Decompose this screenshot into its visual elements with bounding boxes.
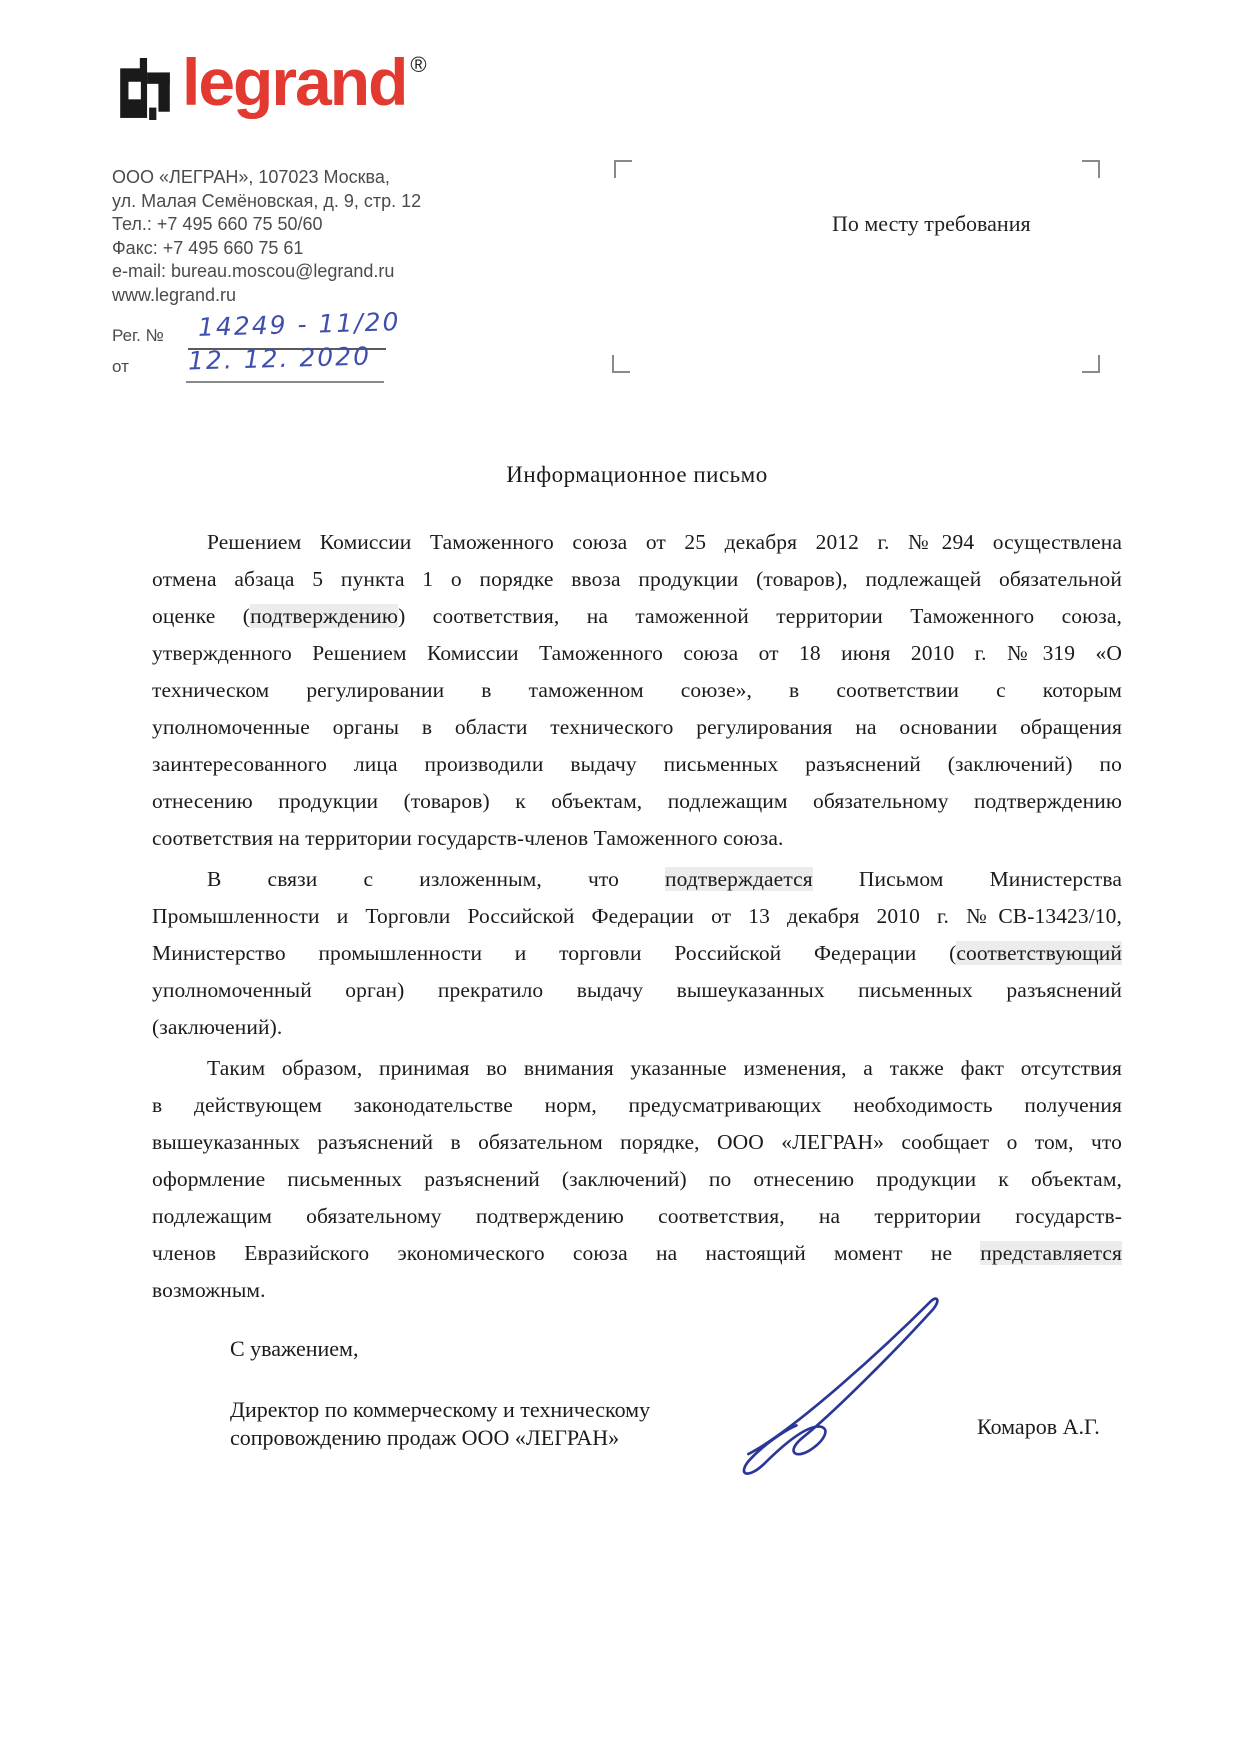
corner-mark-top-right-icon: [1082, 160, 1100, 178]
paragraph-line: оценке (подтверждению) соответствия, на таможенной территории Таможенного союза,: [152, 604, 1122, 628]
date-underline: [186, 381, 384, 383]
reg-number-label: Рег. №: [112, 326, 164, 345]
address-line: Тел.: +7 495 660 75 50/60: [112, 214, 323, 234]
address-line: ул. Малая Семёновская, д. 9, стр. 12: [112, 190, 422, 211]
corner-mark-bottom-left-icon: [612, 355, 630, 373]
paragraph-line: отмена абзаца 5 пункта 1 о порядке ввоза продукции (товаров), подлежащей обязательной: [152, 567, 1122, 591]
paragraph-line: оформление письменных разъяснений (заключений) по отнесению продукции к объектам,: [152, 1167, 1122, 1191]
paragraph-line: соответствия на территории государств-членов Таможенного союза.: [152, 826, 784, 850]
paragraph-line: утвержденного Решением Комиссии Таможенного союза от 18 июня 2010 г. №319 «О: [152, 641, 1122, 665]
paragraph-line: вышеуказанных разъяснений в обязательном порядке, ООО «ЛЕГРАН» сообщает о том, что: [152, 1130, 1122, 1154]
paragraph-line: отнесению продукции (товаров) к объектам, подлежащим обязательному подтверждению: [152, 789, 1122, 813]
paragraph-line: в действующем законодательстве норм, предусматривающих необходимость получения: [152, 1093, 1122, 1117]
letter-title: Информационное письмо: [506, 462, 768, 487]
legrand-wordmark: legrand: [182, 45, 407, 119]
reg-number-handwritten: 14249 - 11/20: [197, 307, 401, 342]
corner-mark-bottom-right-icon: [1082, 355, 1100, 373]
paragraph-line: Таким образом, принимая во внимания указанные изменения, а также факт отсутствия: [207, 1056, 1122, 1080]
signer-position-line2: сопровождению продаж ООО «ЛЕГРАН»: [230, 1425, 620, 1450]
signer-position-line1: Директор по коммерческому и техническому: [230, 1397, 651, 1422]
letter-body: [152, 524, 1122, 1309]
recipient-line: По месту требования: [832, 211, 1031, 236]
paragraph-line: Решением Комиссии Таможенного союза от 25 декабря 2012 г. №294 осуществлена: [207, 530, 1122, 554]
paragraph-line: возможным.: [152, 1278, 266, 1302]
paragraph-line: Промышленности и Торговли Российской Федерации от 13 декабря 2010 г. №СВ-13423/10,: [152, 904, 1122, 928]
legrand-logo-icon: [118, 58, 172, 120]
legrand-logo: [118, 45, 427, 120]
address-line: e-mail: bureau.moscou@legrand.ru: [112, 261, 395, 281]
paragraph: [152, 524, 1122, 857]
paragraph-line: членов Евразийского экономического союза на настоящий момент не представляется: [152, 1241, 1122, 1265]
signer-position: [230, 1396, 650, 1452]
date-from-label: от: [112, 357, 129, 376]
address-line: www.legrand.ru: [112, 284, 237, 305]
paragraph-line: подлежащим обязательному подтверждению соответствия, на территории государств-: [152, 1204, 1122, 1228]
paragraph-line: Министерство промышленности и торговли Российской Федерации (соответствующий: [152, 941, 1122, 965]
paragraph-line: уполномоченный орган) прекратило выдачу вышеуказанных письменных разъяснений: [152, 978, 1122, 1002]
paragraph-line: заинтересованного лица производили выдачу письменных разъяснений (заключений) по: [152, 752, 1122, 776]
address-line: Факс: +7 495 660 75 61: [112, 237, 304, 258]
paragraph-line: уполномоченные органы в области технического регулирования на основании обращения: [152, 715, 1122, 739]
paragraph: [152, 861, 1122, 1046]
paragraph: [152, 1050, 1122, 1309]
date-handwritten: 12. 12. 2020: [187, 341, 372, 376]
salutation: С уважением,: [230, 1336, 359, 1361]
signer-name: Комаров А.Г.: [977, 1414, 1100, 1439]
paragraph-line: техническом регулировании в таможенном союзе», в соответствии с которым: [152, 678, 1122, 702]
address-line: ООО «ЛЕГРАН», 107023 Москва,: [112, 167, 390, 187]
paragraph-line: (заключений).: [152, 1015, 283, 1039]
signature-ink: [733, 1292, 953, 1482]
corner-mark-top-left-icon: [614, 160, 632, 178]
registered-trademark-icon: ®: [410, 52, 427, 77]
paragraph-line: В связи с изложенным, что подтверждается Письмом Министерства: [207, 867, 1123, 891]
company-address-block: [112, 166, 532, 307]
